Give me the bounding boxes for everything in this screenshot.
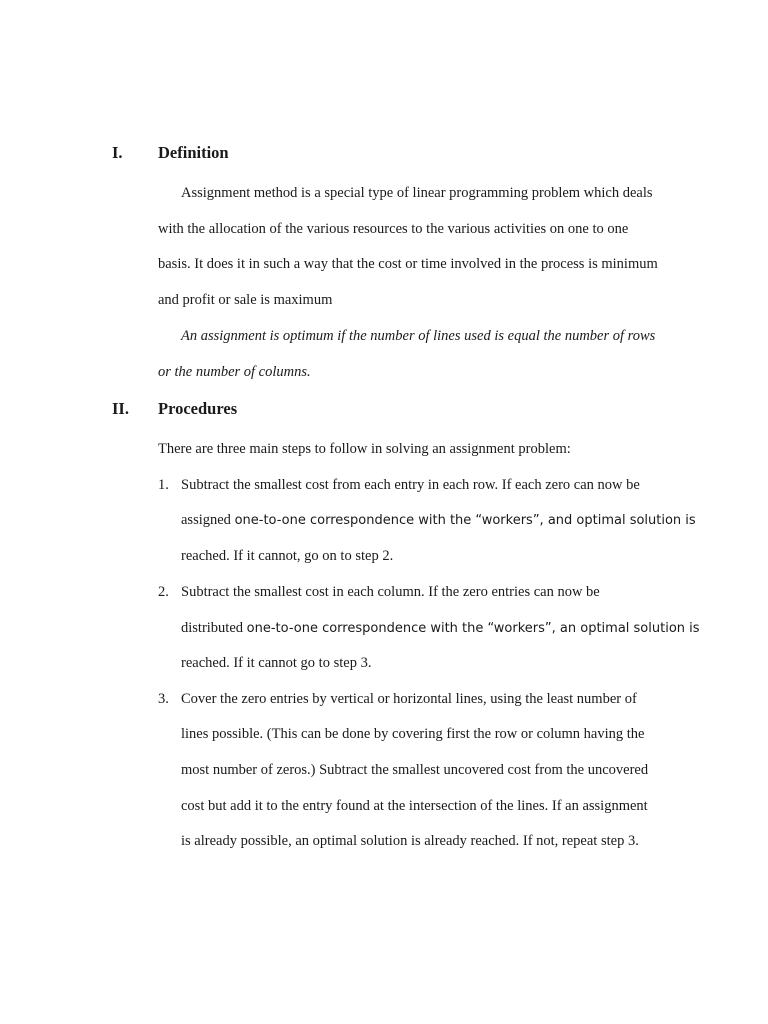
step-line: Cover the zero entries by vertical or horizontal lines, using the least number of [181, 691, 637, 707]
step-line [181, 618, 700, 639]
paragraph-line: basis. It does it in such a way that the cost or time involved in the process is minimum [158, 256, 658, 272]
paragraph-line: and profit or sale is maximum [158, 292, 333, 308]
section-title: Procedures [158, 399, 238, 418]
step-line: cost but add it to the entry found at the intersection of the lines. If an assignment [181, 798, 648, 814]
step-number: 1. [158, 477, 169, 493]
paragraph-line: Assignment method is a special type of linear programming problem which deals [181, 185, 653, 201]
step-line: most number of zeros.) Subtract the smallest uncovered cost from the uncovered [181, 762, 649, 778]
step-line: Subtract the smallest cost in each column. If the zero entries can now be [181, 584, 600, 600]
italic-statement-line: An assignment is optimum if the number of lines used is equal the number of rows [181, 328, 656, 344]
section-number: II. [112, 399, 129, 418]
section-title: Definition [158, 143, 229, 162]
procedures-intro: There are three main steps to follow in solving an assignment problem: [158, 441, 571, 457]
step-line-part: assigned [181, 512, 235, 528]
section-number: I. [112, 143, 123, 162]
step-line: is already possible, an optimal solution is already reached. If not, repeat step 3. [181, 833, 639, 849]
section-heading-definition [112, 143, 412, 163]
paragraph-line: with the allocation of the various resources to the various activities on one to one [158, 221, 629, 237]
step-line-part: one-to-one correspondence with the “workers”, and optimal solution is [234, 513, 696, 528]
step-number: 2. [158, 584, 169, 600]
step-line: Subtract the smallest cost from each entry in each row. If each zero can now be [181, 477, 640, 493]
step-line [181, 510, 696, 531]
step-line: reached. If it cannot, go on to step 2. [181, 548, 394, 564]
step-line: lines possible. (This can be done by covering first the row or column having the [181, 726, 645, 742]
step-number: 3. [158, 691, 169, 707]
section-heading-procedures [112, 399, 412, 419]
step-line-part: one-to-one correspondence with the “workers”, an optimal solution is [246, 621, 700, 636]
step-line-part: distributed [181, 620, 247, 636]
step-line: reached. If it cannot go to step 3. [181, 655, 372, 671]
italic-statement-line: or the number of columns. [158, 364, 311, 380]
